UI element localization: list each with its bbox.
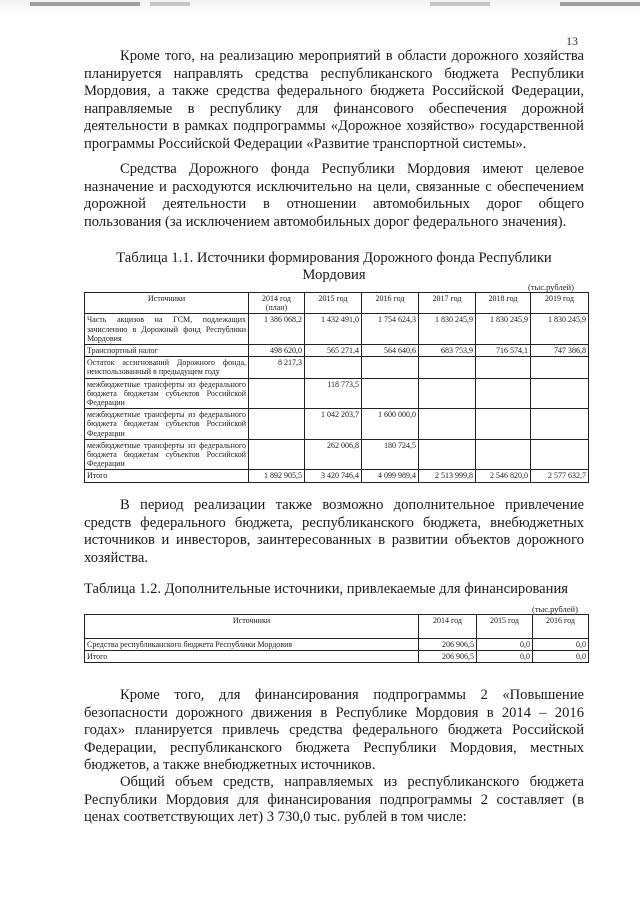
- table-row: [85, 439, 589, 470]
- table1-cell: [419, 439, 476, 470]
- table1-cell: 1 830 245,9: [476, 314, 531, 345]
- table1-cell: 716 574,1: [476, 345, 531, 357]
- table1-caption: Таблица 1.1. Источники формирования Дорожного фонда Республики Мордовия: [116, 250, 552, 283]
- table-row: [85, 639, 589, 651]
- table1-cell: 262 006,8: [305, 439, 362, 470]
- table2: [84, 614, 589, 663]
- table1-cell: 1 892 905,5: [249, 470, 305, 482]
- table2-header: 2015 год: [477, 615, 533, 639]
- table1-cell: [531, 378, 589, 409]
- table1-cell: 1 830 245,9: [419, 314, 476, 345]
- table1-header: 2014 год (план): [249, 293, 305, 314]
- table1-cell: [476, 439, 531, 470]
- table1-cell: [305, 357, 362, 378]
- table1-cell: [531, 439, 589, 470]
- table1-header-row: [85, 293, 589, 314]
- table1-cell: [249, 409, 305, 440]
- table1-cell: 1 754 624,3: [362, 314, 419, 345]
- table1-header: 2018 год: [476, 293, 531, 314]
- table1-cell: 4 099 989,4: [362, 470, 419, 482]
- table-row-total: [85, 470, 589, 482]
- table1-cell: [419, 357, 476, 378]
- paragraph-2: Средства Дорожного фонда Республики Мордовия имеют целевое назначение и расходуются исключительно на цели, связанные с обеспечением дорожной деятельности в отношении автомобильных дорог общего пользования (за исключением автомобильных дорог федерального значения).: [84, 161, 584, 230]
- table1-cell: 498 620,0: [249, 345, 305, 357]
- table1-source: Часть акцизов на ГСМ, подлежащих зачислению в Дорожный фонд Республики Мордовия: [85, 314, 249, 345]
- table1-cell: [419, 409, 476, 440]
- table2-unit: (тыс.рублей): [532, 604, 578, 614]
- table1-header: 2019 год: [531, 293, 589, 314]
- table1-header: Источники: [85, 293, 249, 314]
- table1-cell: [531, 357, 589, 378]
- table1-cell: 564 640,6: [362, 345, 419, 357]
- scan-edge: [0, 0, 640, 14]
- table1-cell: 683 753,9: [419, 345, 476, 357]
- table1-header: 2015 год: [305, 293, 362, 314]
- table1-cell: 8 217,3: [249, 357, 305, 378]
- table1-cell: [362, 378, 419, 409]
- table1-cell: 3 420 746,4: [305, 470, 362, 482]
- table1-cell: 565 271,4: [305, 345, 362, 357]
- table-row: [85, 378, 589, 409]
- table2-header-row: [85, 615, 589, 639]
- table2-source: Средства республиканского бюджета Республики Мордовия: [85, 639, 419, 651]
- table2-cell: 0,0: [533, 639, 589, 651]
- table1-unit: (тыс.рублей): [528, 282, 574, 292]
- table1-cell: 2 546 820,0: [476, 470, 531, 482]
- table1-cell: [249, 378, 305, 409]
- table1-source: Транспортный налог: [85, 345, 249, 357]
- table1-header: 2016 год: [362, 293, 419, 314]
- table1-source: Итого: [85, 470, 249, 482]
- table-row: [85, 409, 589, 440]
- table-row-total: [85, 651, 589, 663]
- table2-header: Источники: [85, 615, 419, 639]
- table-row: [85, 357, 589, 378]
- table1-cell: [249, 439, 305, 470]
- table1-cell: [476, 378, 531, 409]
- table1-cell: 1 432 491,0: [305, 314, 362, 345]
- table1-cell: [476, 409, 531, 440]
- table1-cell: 1 830 245,9: [531, 314, 589, 345]
- page-number: 13: [566, 34, 578, 48]
- table1-cell: 2 577 632,7: [531, 470, 589, 482]
- table1-cell: 1 386 068,2: [249, 314, 305, 345]
- paragraph-5: Общий объем средств, направляемых из республиканского бюджета Республики Мордовия для финансирования подпрограммы 2 составляет (в ценах соответствующих лет) 3 730,0 тыс. рублей в том числе:: [84, 774, 584, 826]
- table1-cell: 180 724,5: [362, 439, 419, 470]
- table1-source: Остаток ассигнований Дорожного фонда, неиспользованный в предыдущем году: [85, 357, 249, 378]
- table1-cell: [362, 357, 419, 378]
- table2-header: 2014 год: [419, 615, 477, 639]
- table2-cell: 206 906,5: [419, 639, 477, 651]
- table1-source: межбюджетные трансферты из федерального бюджета бюджетам субъектов Российской Федерации: [85, 439, 249, 470]
- table2-cell: 206 906,5: [419, 651, 477, 663]
- table-row: [85, 314, 589, 345]
- table1-cell: 747 386,8: [531, 345, 589, 357]
- paragraph-1: Кроме того, на реализацию мероприятий в области дорожного хозяйства планируется направлять средства республиканского бюджета Республики Мордовия, а также средства федерального бюджета Российской Федерации, направляемые в республику для финансового обеспечения дорожной деятельности в рамках подпрограммы «Дорожное хозяйство» государственной программы Российской Федерации «Развитие транспортной системы».: [84, 48, 584, 152]
- table1-cell: [419, 378, 476, 409]
- paragraph-4: Кроме того, для финансирования подпрограммы 2 «Повышение безопасности дорожного движения в Республике Мордовия в 2014 – 2016 годах» планируется привлечь средства федерального бюджета Российской Федерации, республиканского бюджета Республики Мордовия, местных бюджетов, а также внебюджетных источников.: [84, 687, 584, 774]
- table1-cell: 2 513 999,8: [419, 470, 476, 482]
- table1-cell: 1 042 203,7: [305, 409, 362, 440]
- paragraph-3: В период реализации также возможно дополнительное привлечение средств федерального бюджета, республиканского бюджета, внебюджетных источников и инвесторов, заинтересованных в развитии объектов дорожного хозяйства.: [84, 497, 584, 566]
- table1-cell: 118 773,5: [305, 378, 362, 409]
- table2-caption: Таблица 1.2. Дополнительные источники, привлекаемые для финансирования: [84, 581, 568, 597]
- table1-cell: [476, 357, 531, 378]
- table1-source: межбюджетные трансферты из федерального бюджета бюджетам субъектов Российской Федерации: [85, 378, 249, 409]
- table1-cell: [531, 409, 589, 440]
- table1-source: межбюджетные трансферты из федерального бюджета бюджетам субъектов Российской Федерации: [85, 409, 249, 440]
- table1-cell: 1 600 000,0: [362, 409, 419, 440]
- table2-cell: 0,0: [477, 651, 533, 663]
- table2-cell: 0,0: [533, 651, 589, 663]
- table2-header: 2016 год: [533, 615, 589, 639]
- table2-cell: 0,0: [477, 639, 533, 651]
- table1: [84, 292, 589, 483]
- table2-source: Итого: [85, 651, 419, 663]
- table1-header: 2017 год: [419, 293, 476, 314]
- table-row: [85, 345, 589, 357]
